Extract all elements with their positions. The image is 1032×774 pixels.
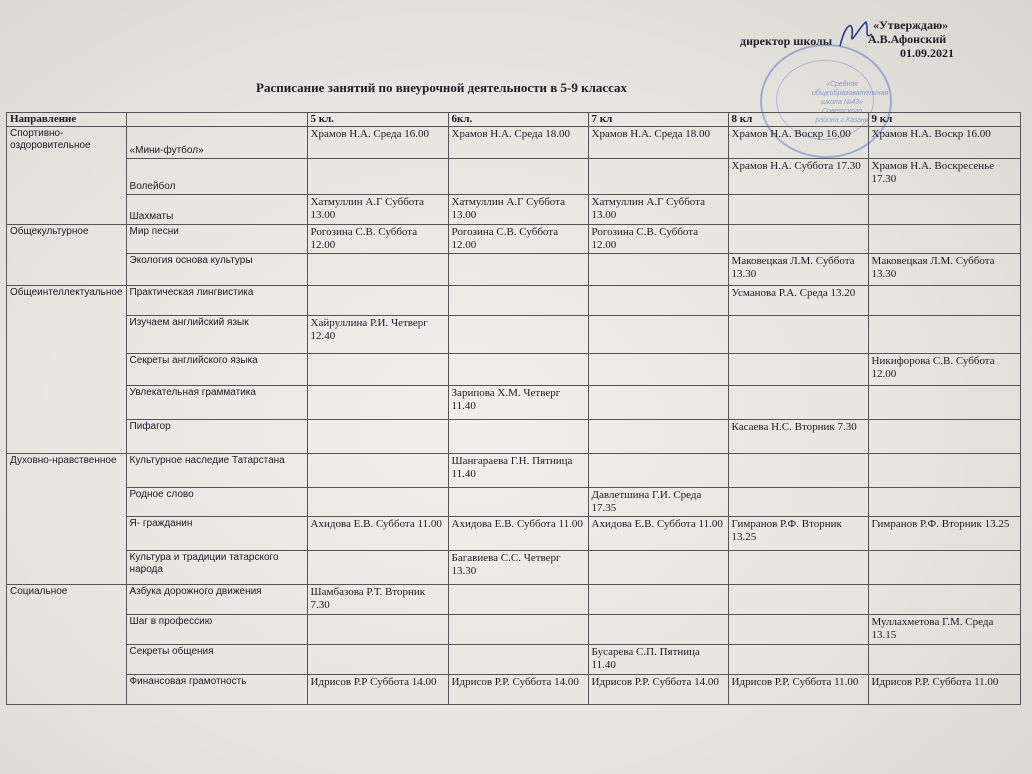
grade-7-cell xyxy=(588,551,728,585)
grade-7-cell: Идрисов Р.Р. Суббота 14.00 xyxy=(588,675,728,705)
header-grade-8: 8 кл xyxy=(728,113,868,127)
grade-6-cell xyxy=(448,354,588,386)
grade-5-cell: Идрисов Р.Р Суббота 14.00 xyxy=(307,675,448,705)
table-row xyxy=(7,517,1021,551)
activity-cell: Увлекательная грамматика xyxy=(126,386,307,420)
grade-9-cell xyxy=(868,225,1020,254)
header-activity xyxy=(126,113,307,127)
grade-7-cell: Давлетшина Г.И. Среда 17.35 xyxy=(588,488,728,517)
grade-7-cell xyxy=(588,420,728,454)
grade-6-cell xyxy=(448,645,588,675)
activity-cell: Секреты общения xyxy=(126,645,307,675)
grade-8-cell: Храмов Н.А. Воскр 16.00 xyxy=(728,127,868,159)
grade-7-cell xyxy=(588,354,728,386)
direction-cell: Социальное xyxy=(7,585,127,705)
activity-cell: Шаг в профессию xyxy=(126,615,307,645)
grade-5-cell xyxy=(307,386,448,420)
grade-9-cell: Идрисов Р.Р. Суббота 11.00 xyxy=(868,675,1020,705)
grade-9-cell xyxy=(868,585,1020,615)
grade-6-cell xyxy=(448,159,588,195)
grade-7-cell xyxy=(588,454,728,488)
grade-8-cell: Идрисов Р.Р. Суббота 11.00 xyxy=(728,675,868,705)
activity-cell: Культурное наследие Татарстана xyxy=(126,454,307,488)
activity-cell: Волейбол xyxy=(126,159,307,195)
header-grade-9: 9 кл xyxy=(868,113,1020,127)
grade-7-cell: Бусарева С.П. Пятница 11.40 xyxy=(588,645,728,675)
table-row xyxy=(7,675,1021,705)
activity-cell: Изучаем английский язык xyxy=(126,316,307,354)
grade-5-cell xyxy=(307,645,448,675)
grade-6-cell xyxy=(448,585,588,615)
table-row xyxy=(7,316,1021,354)
grade-5-cell xyxy=(307,354,448,386)
activity-cell: Я- гражданин xyxy=(126,517,307,551)
grade-8-cell: Маковецкая Л.М. Суббота 13.30 xyxy=(728,254,868,286)
grade-8-cell xyxy=(728,386,868,420)
grade-8-cell: Касаева Н.С. Вторник 7.30 xyxy=(728,420,868,454)
grade-7-cell xyxy=(588,615,728,645)
grade-6-cell xyxy=(448,615,588,645)
grade-6-cell: Шангараева Г.Н. Пятница 11.40 xyxy=(448,454,588,488)
grade-9-cell xyxy=(868,195,1020,225)
header-direction: Направление xyxy=(7,113,127,127)
table-row xyxy=(7,159,1021,195)
table-row xyxy=(7,354,1021,386)
activity-cell: Финансовая грамотность xyxy=(126,675,307,705)
grade-8-cell xyxy=(728,195,868,225)
grade-6-cell: Храмов Н.А. Среда 18.00 xyxy=(448,127,588,159)
grade-6-cell: Хатмуллин А.Г Суббота 13.00 xyxy=(448,195,588,225)
grade-7-cell xyxy=(588,254,728,286)
direction-cell: Общеинтеллектуальное xyxy=(7,286,127,454)
grade-5-cell: Шамбазова Р.Т. Вторник 7.30 xyxy=(307,585,448,615)
grade-9-cell xyxy=(868,420,1020,454)
grade-5-cell xyxy=(307,254,448,286)
grade-5-cell: Ахидова Е.В. Суббота 11.00 xyxy=(307,517,448,551)
grade-8-cell xyxy=(728,225,868,254)
grade-7-cell xyxy=(588,159,728,195)
direction-cell: Общекультурное xyxy=(7,225,127,286)
grade-6-cell xyxy=(448,488,588,517)
activity-cell: Секреты английского языка xyxy=(126,354,307,386)
grade-7-cell xyxy=(588,386,728,420)
grade-9-cell: Храмов Н.А. Воскр 16.00 xyxy=(868,127,1020,159)
activity-cell: Практическая лингвистика xyxy=(126,286,307,316)
direction-cell: Спортивно-оздоровительное xyxy=(7,127,127,225)
grade-8-cell xyxy=(728,454,868,488)
header-grade-5: 5 кл. xyxy=(307,113,448,127)
grade-6-cell: Идрисов Р.Р. Суббота 14.00 xyxy=(448,675,588,705)
approval-position: директор школы xyxy=(740,34,833,48)
activity-cell: Азбука дорожного движения xyxy=(126,585,307,615)
grade-9-cell xyxy=(868,645,1020,675)
grade-6-cell xyxy=(448,254,588,286)
activity-cell: «Мини-футбол» xyxy=(126,127,307,159)
approval-heading: «Утверждаю» xyxy=(873,18,949,32)
grade-9-cell xyxy=(868,488,1020,517)
grade-7-cell: Ахидова Е.В. Суббота 11.00 xyxy=(588,517,728,551)
grade-8-cell xyxy=(728,551,868,585)
grade-5-cell: Хайруллина Р.И. Четверг 12.40 xyxy=(307,316,448,354)
grade-8-cell: Храмов Н.А. Суббота 17.30 xyxy=(728,159,868,195)
table-row xyxy=(7,585,1021,615)
activity-cell: Пифагор xyxy=(126,420,307,454)
grade-8-cell xyxy=(728,585,868,615)
header-grade-7: 7 кл xyxy=(588,113,728,127)
grade-6-cell xyxy=(448,420,588,454)
grade-5-cell xyxy=(307,420,448,454)
table-row xyxy=(7,488,1021,517)
grade-8-cell: Гимранов Р.Ф. Вторник 13.25 xyxy=(728,517,868,551)
activity-cell: Экология основа культуры xyxy=(126,254,307,286)
activity-cell: Культура и традиции татарского народа xyxy=(126,551,307,585)
grade-8-cell xyxy=(728,316,868,354)
table-row xyxy=(7,195,1021,225)
schedule-table xyxy=(6,112,1021,705)
grade-6-cell: Зарипова Х.М. Четверг 11.40 xyxy=(448,386,588,420)
grade-8-cell xyxy=(728,488,868,517)
approval-date: 01.09.2021 xyxy=(900,46,954,60)
grade-9-cell xyxy=(868,551,1020,585)
grade-9-cell: Никифорова С.В. Суббота 12.00 xyxy=(868,354,1020,386)
table-row xyxy=(7,645,1021,675)
table-row xyxy=(7,225,1021,254)
page-title: Расписание занятий по внеурочной деятельности в 5-9 классах xyxy=(256,80,628,95)
grade-8-cell xyxy=(728,645,868,675)
grade-7-cell xyxy=(588,585,728,615)
grade-5-cell xyxy=(307,286,448,316)
grade-9-cell: Храмов Н.А. Воскресенье 17.30 xyxy=(868,159,1020,195)
grade-5-cell: Рогозина С.В. Суббота 12.00 xyxy=(307,225,448,254)
grade-8-cell: Усманова Р.А. Среда 13.20 xyxy=(728,286,868,316)
grade-5-cell xyxy=(307,488,448,517)
table-row xyxy=(7,551,1021,585)
grade-5-cell: Храмов Н.А. Среда 16.00 xyxy=(307,127,448,159)
table-row xyxy=(7,420,1021,454)
grade-9-cell xyxy=(868,454,1020,488)
table-row xyxy=(7,615,1021,645)
table-row xyxy=(7,254,1021,286)
grade-6-cell: Рогозина С.В. Суббота 12.00 xyxy=(448,225,588,254)
grade-6-cell xyxy=(448,286,588,316)
grade-8-cell xyxy=(728,615,868,645)
activity-cell: Мир песни xyxy=(126,225,307,254)
table-row xyxy=(7,386,1021,420)
grade-6-cell: Ахидова Е.В. Суббота 11.00 xyxy=(448,517,588,551)
signature-mark xyxy=(836,16,876,52)
table-header-row xyxy=(7,113,1021,127)
table-row xyxy=(7,127,1021,159)
grade-9-cell xyxy=(868,316,1020,354)
grade-8-cell xyxy=(728,354,868,386)
grade-7-cell: Хатмуллин А.Г Суббота 13.00 xyxy=(588,195,728,225)
grade-5-cell xyxy=(307,615,448,645)
grade-6-cell xyxy=(448,316,588,354)
grade-9-cell xyxy=(868,286,1020,316)
stamp-text: «Средняя общеобразовательная школа №43» Советского района г.Казани xyxy=(812,81,889,124)
grade-5-cell xyxy=(307,159,448,195)
grade-9-cell: Маковецкая Л.М. Суббота 13.30 xyxy=(868,254,1020,286)
approval-name: А.В.Афонский xyxy=(868,32,947,46)
grade-6-cell: Багавиева С.С. Четверг 13.30 xyxy=(448,551,588,585)
activity-cell: Шахматы xyxy=(126,195,307,225)
grade-7-cell xyxy=(588,316,728,354)
grade-5-cell xyxy=(307,551,448,585)
header-grade-6: 6кл. xyxy=(448,113,588,127)
table-row xyxy=(7,454,1021,488)
grade-7-cell: Храмов Н.А. Среда 18.00 xyxy=(588,127,728,159)
grade-5-cell xyxy=(307,454,448,488)
grade-9-cell xyxy=(868,386,1020,420)
activity-cell: Родное слово xyxy=(126,488,307,517)
grade-7-cell xyxy=(588,286,728,316)
grade-5-cell: Хатмуллин А.Г Суббота 13.00 xyxy=(307,195,448,225)
grade-7-cell: Рогозина С.В. Суббота 12.00 xyxy=(588,225,728,254)
grade-9-cell: Муллахметова Г.М. Среда 13.15 xyxy=(868,615,1020,645)
direction-cell: Духовно-нравственное xyxy=(7,454,127,585)
grade-9-cell: Гимранов Р.Ф. Вторник 13.25 xyxy=(868,517,1020,551)
table-row xyxy=(7,286,1021,316)
